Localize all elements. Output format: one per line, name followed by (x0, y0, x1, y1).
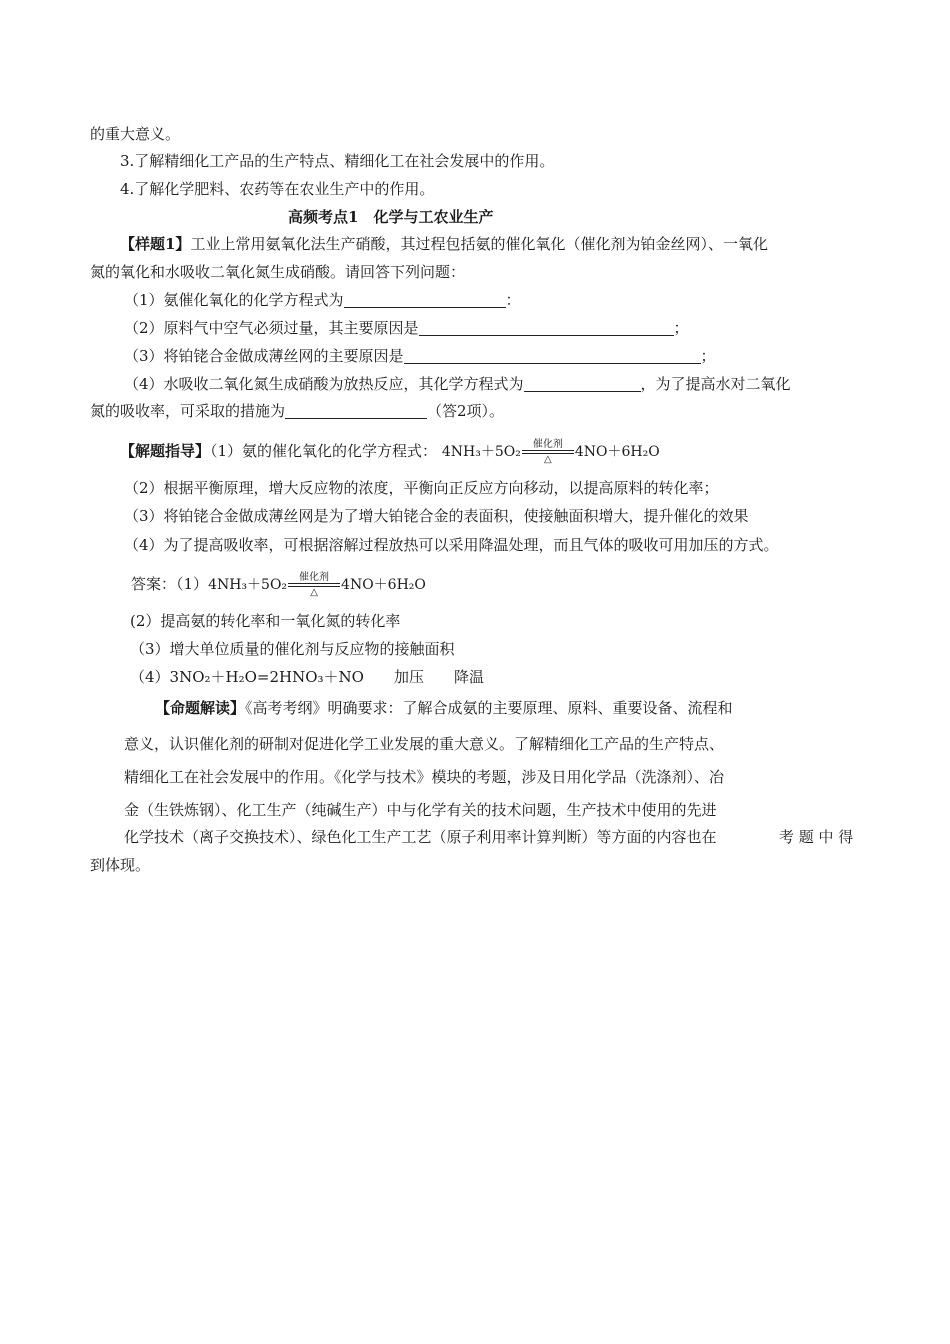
example-text-1: 工业上常用氨氧化法生产硝酸，其过程包括氨的催化氧化（催化剂为铂金丝网）、一氧化 (190, 235, 768, 253)
question-2 (124, 318, 689, 338)
guide-eq-right: 4NO＋6H₂O (574, 444, 660, 460)
intro-item-3: 3.了解精细化工产品的生产特点、精细化工在社会发展中的作用。 (120, 152, 555, 170)
interp-line-4: 金（生铁炼钢）、化工生产（纯碱生产）中与化学有关的技术问题，生产技术中使用的先进 (124, 801, 717, 819)
question-1 (124, 290, 521, 310)
question-2-end: ； (673, 319, 689, 337)
interp-line-5-end: 考 题 中 得 (779, 828, 854, 846)
answer-1-prefix: （1） (176, 575, 209, 593)
guide-tag: 【解题指导】 (120, 442, 211, 460)
answer-2: (2）提高氨的转化率和一氧化氮的转化率 (130, 612, 401, 630)
interp-line-2: 意义，认识催化剂的研制对促进化学工业发展的重大意义。了解精细化工产品的生产特点、 (124, 735, 725, 753)
answer-eq-left: 4NH₃＋5O₂ (208, 577, 288, 593)
question-4-text-d: （答2项）。 (427, 402, 505, 420)
question-1-text: （1）氨催化氧化的化学方程式为 (124, 291, 344, 309)
answer-line-1 (131, 571, 426, 598)
guide-line-1 (120, 438, 660, 465)
question-1-end: ： (505, 291, 521, 309)
question-4 (124, 374, 791, 394)
heat-symbol: △ (543, 454, 552, 465)
interp-line-6: 到体现。 (90, 856, 151, 874)
section-title: 高频考点1 化学与工农业生产 (288, 208, 494, 226)
guide-text-1: （1）氨的催化氧化的化学方程式： (210, 442, 438, 460)
example-line-1 (120, 234, 768, 254)
question-4-text-b: ，为了提高水对二氧化 (640, 375, 791, 393)
question-4-text-a: （4）水吸收二氧化氮生成硝酸为放热反应，其化学方程式为 (124, 375, 524, 393)
answer-label: 答案： (131, 575, 177, 593)
answer-blank-1[interactable] (344, 291, 506, 308)
guide-line-3: （3）将铂铑合金做成薄丝网是为了增大铂铑合金的表面积，使接触面积增大，提升催化的效果 (124, 507, 749, 525)
question-3-end: ； (700, 347, 716, 365)
answer-3: （3）增大单位质量的催化剂与反应物的接触面积 (130, 640, 455, 658)
intro-item-4: 4.了解化学肥料、农药等在农业生产中的作用。 (120, 180, 435, 198)
interp-line-5: 化学技术（离子交换技术）、绿色化工生产工艺（原子利用率计算判断）等方面的内容也在 (124, 828, 717, 846)
question-3 (124, 346, 716, 366)
answer-blank-3[interactable] (404, 347, 701, 364)
answer-reaction-arrow (288, 572, 340, 598)
answer-heat-symbol: △ (310, 587, 318, 598)
catalyst-label: 催化剂 (532, 439, 563, 450)
question-4-text-c: 氮的吸收率，可采取的措施为 (90, 402, 286, 420)
guide-eq-left: 4NH₃＋5O₂ (441, 444, 521, 460)
answer-4: （4）3NO₂＋H₂O=2HNO₃＋NO 加压 降温 (130, 668, 484, 686)
answer-blank-4b[interactable] (285, 402, 427, 419)
question-2-text: （2）原料气中空气必须过量，其主要原因是 (124, 319, 419, 337)
example-line-2: 氮的氧化和水吸收二氧化氮生成硝酸。请回答下列问题： (90, 263, 466, 281)
answer-catalyst-label: 催化剂 (299, 572, 330, 583)
guide-line-4: （4）为了提高吸收率，可根据溶解过程放热可以采用降温处理，而且气体的吸收可用加压的方式。 (124, 536, 779, 554)
interp-line-3: 精细化工在社会发展中的作用。《化学与技术》模块的考题，涉及日用化学品（洗涤剂）、冶 (124, 768, 725, 786)
reaction-arrow (522, 439, 574, 465)
example-tag: 【样题1】 (120, 235, 191, 253)
question-3-text: （3）将铂铑合金做成薄丝网的主要原因是 (124, 347, 404, 365)
interp-text-1: 《高考考纲》明确要求：了解合成氨的主要原理、原料、重要设备、流程和 (245, 699, 733, 717)
answer-blank-2[interactable] (419, 319, 674, 336)
question-4-cont (90, 401, 504, 421)
interp-tag: 【命题解读】 (155, 699, 246, 717)
answer-eq-right: 4NO＋6H₂O (341, 577, 426, 593)
answer-blank-4a[interactable] (524, 375, 641, 392)
guide-line-2: （2）根据平衡原理，增大反应物的浓度，平衡向正反应方向移动，以提高原料的转化率； (124, 479, 719, 497)
intro-line-1: 的重大意义。 (90, 125, 181, 143)
interp-line-1 (155, 698, 733, 718)
